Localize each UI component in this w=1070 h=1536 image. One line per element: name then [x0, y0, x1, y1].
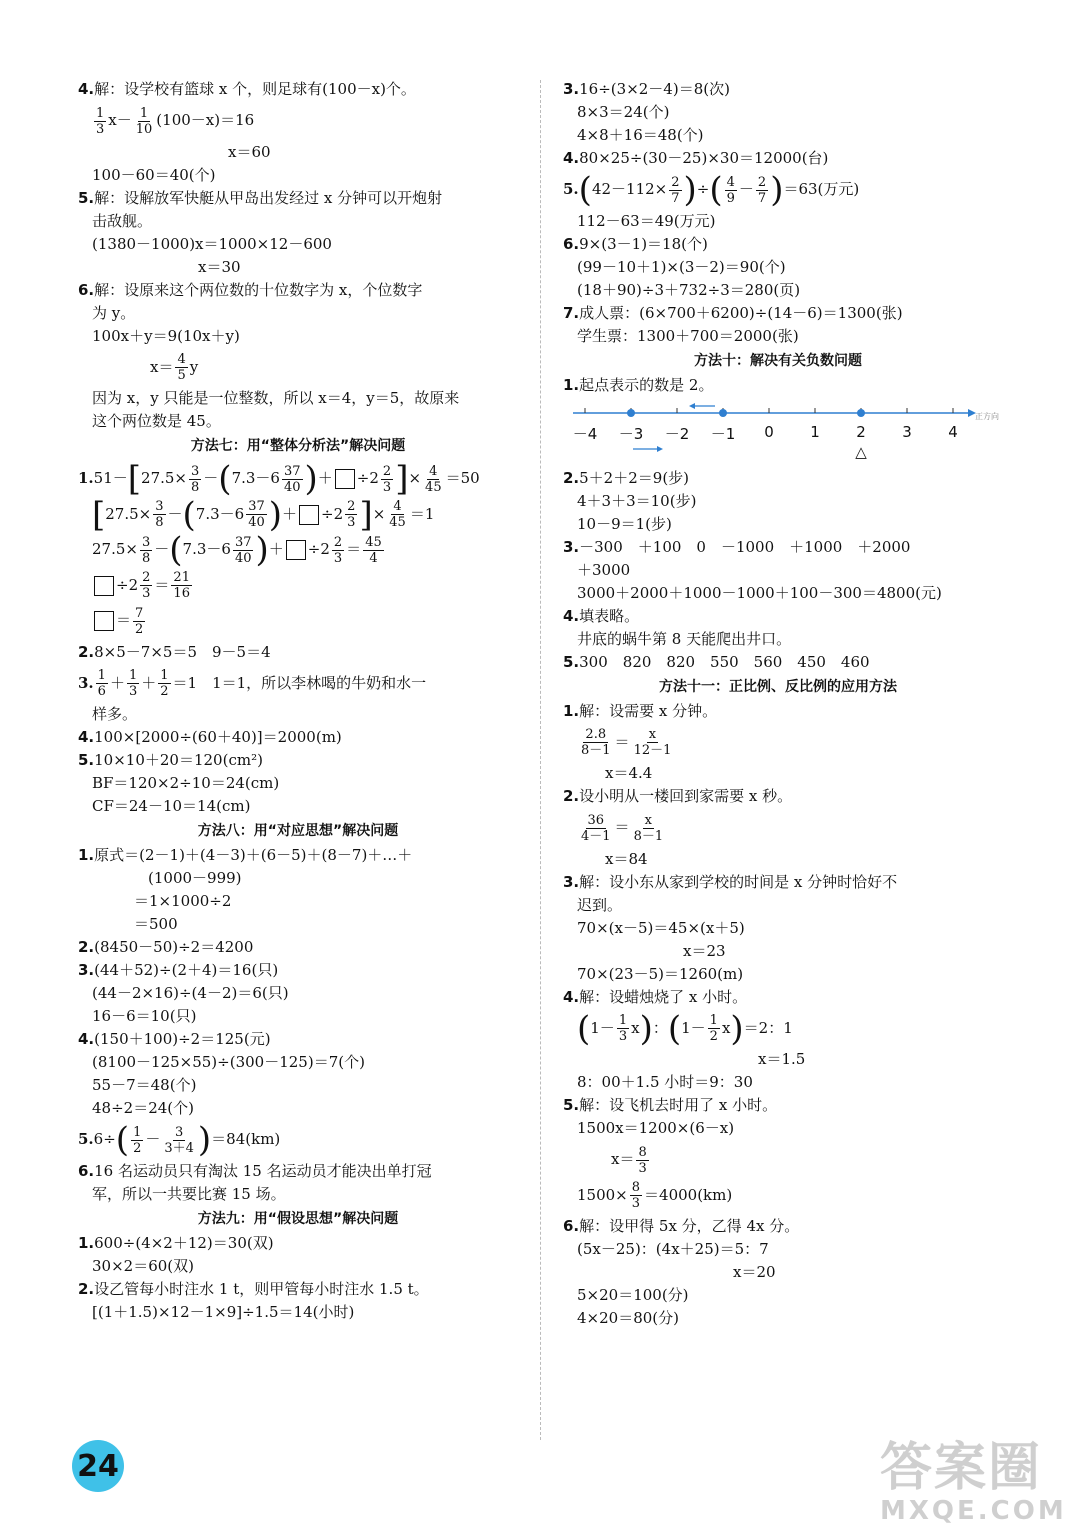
answer-line: 军，所以一共要比赛 15 场。	[92, 1184, 286, 1203]
answer-line: 2.5＋2＋2＝9(步)	[563, 468, 690, 487]
answer-line: 样多。	[92, 705, 138, 723]
answer-line: 击敌舰。	[92, 211, 153, 230]
right-column	[563, 78, 999, 1330]
answer-line: [(1＋1.5)×12－1×9]÷1.5＝14(小时)	[92, 1302, 355, 1321]
answer-line: 7.成人票：(6×700＋6200)÷(14－6)＝1300(张)	[563, 303, 903, 322]
blank-box	[335, 469, 355, 489]
solution-x: x＝84	[605, 849, 648, 868]
number-line-tick-label: 1	[810, 422, 820, 441]
page-number: 24	[77, 1448, 119, 1484]
answer-line: 5.解：设飞机去时用了 x 小时。	[563, 1096, 778, 1114]
blank-box	[286, 540, 306, 560]
answer-line: 5×20＝100(分)	[577, 1286, 689, 1304]
page-number-badge	[72, 1440, 124, 1492]
equation: ＝ $\frac{7}{2}$	[78, 605, 518, 637]
number-line-point	[719, 409, 727, 417]
blank-box	[299, 505, 319, 525]
answer-line: 1.解：设需要 x 分钟。	[563, 701, 718, 720]
solution-x: x＝20	[733, 1263, 776, 1281]
answer-line: 6.16 名运动员只有淘汰 15 名运动员才能决出单打冠	[78, 1161, 432, 1180]
answer-line: 1.起点表示的数是 2。	[563, 375, 714, 394]
answer-line: 2.8×5－7×5＝5 9－5＝4	[78, 642, 271, 661]
answer-line: 1.600÷(4×2＋12)＝30(双)	[78, 1233, 274, 1252]
answer-line: (8100－125×55)÷(300－125)＝7(个)	[92, 1053, 365, 1071]
answer-line: (99－10＋1)×(3－2)＝90(个)	[577, 257, 786, 276]
answer-line: 6.9×(3－1)＝18(个)	[563, 234, 708, 253]
equation: 1500x＝1200×(6－x)	[577, 1119, 735, 1137]
section-heading: 方法十：解决有关负数问题	[694, 352, 862, 369]
watermark-logo	[880, 1438, 1067, 1530]
answer-line: 4×20＝80(分)	[577, 1309, 679, 1327]
equation: $\frac{2.8}{8-1}$ ＝ $\frac{x}{12-1}$	[581, 727, 672, 758]
answer-line: (18＋90)÷3＋732÷3＝280(页)	[577, 280, 801, 299]
answer-line: 3.(44＋52)÷(2＋4)＝16(只)	[78, 961, 279, 979]
number-line-tick-label: 0	[764, 422, 774, 441]
equation: (5x－25)：(4x＋25)＝5：7	[577, 1240, 769, 1258]
answer-line: 学生票：1300＋700＝2000(张)	[577, 326, 799, 345]
answer-line: 100－60＝40(个)	[92, 165, 216, 184]
answer-line: 112－63＝49(万元)	[577, 211, 716, 230]
equation: [27.5× $\frac{3}{8}$ －(7.3－6 $\frac{37}{40}$ )＋ ÷2 $\frac{2}{3}$ ]× $\frac{4}{45}$ ＝1	[92, 494, 435, 535]
number-line-point	[627, 409, 635, 417]
section-heading: 方法十一：正比例、反比例的应用方法	[659, 678, 897, 695]
equation: (1－ $\frac{1}{3}$ x)：(1－ $\frac{1}{2}$ x)＝2：1	[577, 1008, 793, 1049]
answer-line: 3.16÷(3×2－4)＝8(次)	[563, 80, 730, 98]
answer-line: 5.10×10＋20＝120(cm²)	[78, 751, 263, 769]
section-heading: 方法七：用“整体分析法”解决问题	[190, 438, 406, 454]
answer-line: 4.80×25÷(30－25)×30＝12000(台)	[563, 149, 829, 167]
answer-line: 4×8＋16＝48(个)	[577, 126, 704, 144]
number-line-tick-label: －2	[664, 424, 690, 443]
equation: 27.5× $\frac{3}{8}$ －(7.3－6 $\frac{37}{40}$ )＋ ÷2 $\frac{2}{3}$ ＝ $\frac{45}{4}$	[92, 530, 382, 570]
answer-line: CF＝24－10＝14(cm)	[92, 797, 251, 815]
equation: 100x＋y＝9(10x＋y)	[92, 326, 240, 345]
answer-line: 2.设乙管每小时注水 1 t，则甲管每小时注水 1.5 t。	[78, 1279, 429, 1298]
answer-line: 6.解：设甲得 5x 分，乙得 4x 分。	[563, 1217, 800, 1235]
answer-line: 4.(150＋100)÷2＝125(元)	[78, 1030, 271, 1048]
number-line-point	[857, 409, 865, 417]
equation: 5.6÷( $\frac{1}{2}$ － $\frac{3}{3+4}$ )＝84(km)	[78, 1120, 281, 1160]
answer-line: 2.(8450－50)÷2＝4200	[78, 938, 254, 956]
number-line	[563, 401, 999, 461]
section-heading: 方法九：用“假设思想”解决问题	[197, 1210, 399, 1227]
answer-line: 48÷2＝24(个)	[92, 1099, 194, 1117]
number-line-tick-label: －3	[618, 424, 644, 443]
solution-x: x＝ $\frac{8}{3}$	[611, 1144, 647, 1176]
column-divider	[540, 80, 541, 1440]
solution-x: x＝23	[683, 941, 726, 960]
number-line-tick-label: 4	[948, 422, 958, 441]
answer-line: 4＋3＋3＝10(步)	[577, 491, 697, 510]
answer-line: 3.解：设小东从家到学校的时间是 x 分钟时恰好不	[563, 872, 898, 891]
solution-x: x＝4.4	[605, 764, 653, 782]
answer-line: 井底的蜗牛第 8 天能爬出井口。	[577, 629, 792, 648]
answer-line: 10－9＝1(步)	[577, 514, 672, 533]
answer-line: 8×3＝24(个)	[577, 103, 670, 121]
answer-line: 6.解：设原来这个两位数的十位数字为 x，个位数字	[78, 280, 423, 299]
answer-line: (1000－999)	[148, 869, 242, 887]
solution-x: x＝ $\frac{4}{5}$ y	[150, 352, 199, 383]
left-column	[78, 78, 518, 1324]
answer-line: 3.－300 ＋100 0 －1000 ＋1000 ＋2000	[563, 537, 911, 556]
watermark-url: MXQE.COM	[880, 1496, 1067, 1526]
answer-line: ＝1×1000÷2	[134, 892, 232, 910]
answer-line: 这个两位数是 45。	[92, 412, 221, 430]
number-line-tick-label: 2	[856, 422, 866, 441]
answer-line: 70×(23－5)＝1260(m)	[577, 964, 744, 983]
section-heading: 方法八：用“对应思想”解决问题	[197, 823, 399, 839]
answer-line: 因为 x，y 只能是一位整数，所以 x＝4，y＝5，故原来	[92, 389, 460, 407]
watermark-text: 答案圈	[880, 1438, 1043, 1498]
answer-line: ＋3000	[577, 560, 631, 579]
answer-line: 5.300 820 820 550 560 450 460	[563, 652, 870, 671]
answer-line: 55－7＝48(个)	[92, 1076, 197, 1094]
equation: $\frac{1}{3}$ x－ $\frac{1}{10}$ (100－x)＝16	[96, 105, 255, 137]
answer-line: 30×2＝60(双)	[92, 1256, 194, 1275]
answer-line: 4.100×[2000÷(60＋40)]＝2000(m)	[78, 728, 342, 746]
number-line-tick-label: －4	[572, 424, 598, 443]
move-arrowhead	[657, 446, 663, 452]
answer-line: 1.原式＝(2－1)＋(4－3)＋(6－5)＋(8－7)＋…＋	[78, 846, 413, 864]
equation: ÷2 $\frac{2}{3}$ ＝ $\frac{21}{16}$	[78, 570, 518, 602]
start-marker: △	[855, 442, 867, 461]
answer-line: 迟到。	[577, 895, 623, 914]
answer-line: 4.解：设学校有篮球 x 个，则足球有(100－x)个。	[78, 80, 416, 98]
answer-line: 5.解：设解放军快艇从甲岛出发经过 x 分钟可以开炮射	[78, 188, 443, 207]
answer-line: 2.设小明从一楼回到家需要 x 秒。	[563, 787, 793, 805]
equation: 1500× $\frac{8}{3}$ ＝4000(km)	[577, 1180, 733, 1211]
equation: 5.(42－112× $\frac{2}{7}$ )÷( $\frac{4}{9}$ － $\frac{2}{7}$ )＝63(万元)	[563, 170, 860, 210]
blank-box	[94, 576, 114, 596]
equation: 3. $\frac{1}{6}$ ＋ $\frac{1}{3}$ ＋ $\frac{1}{2}$ ＝1 1＝1，所以李林喝的牛奶和水一	[78, 668, 427, 699]
answer-line: BF＝120×2÷10＝24(cm)	[92, 774, 280, 792]
number-line-tick-label: －1	[710, 424, 736, 443]
answer-line: 4.填表略。	[563, 606, 640, 625]
answer-line: ＝500	[134, 915, 178, 933]
equation: 70×(x－5)＝45×(x＋5)	[577, 918, 745, 937]
equation: 1.51－[27.5× $\frac{3}{8}$ －(7.3－6 $\frac{37}{40}$ )＋ ÷2 $\frac{2}{3}$ ]× $\frac{4}{45}$ ＝50	[78, 459, 480, 499]
blank-box	[94, 611, 114, 631]
move-arrowhead	[689, 403, 695, 409]
solution-x: x＝30	[198, 257, 241, 276]
answer-line: (44－2×16)÷(4－2)＝6(只)	[92, 984, 289, 1002]
answer-line: 3000＋2000＋1000－1000＋100－300＝4800(元)	[577, 583, 942, 602]
answer-line: 4.解：设蜡烛烧了 x 小时。	[563, 987, 748, 1006]
equation: (1380－1000)x＝1000×12－600	[92, 234, 332, 253]
equation: $\frac{36}{4-1}$ ＝ $\frac{x}{8-1}$	[581, 812, 664, 844]
solution-x: x＝60	[228, 142, 271, 161]
answer-line: 为 y。	[92, 303, 136, 322]
number-line-tick-label: 3	[902, 422, 912, 441]
answer-line: 16－6＝10(只)	[92, 1007, 197, 1025]
solution-x: x＝1.5	[758, 1050, 806, 1068]
positive-direction-note: 正方向	[975, 411, 999, 421]
answer-line: 8：00＋1.5 小时＝9：30	[577, 1073, 753, 1091]
